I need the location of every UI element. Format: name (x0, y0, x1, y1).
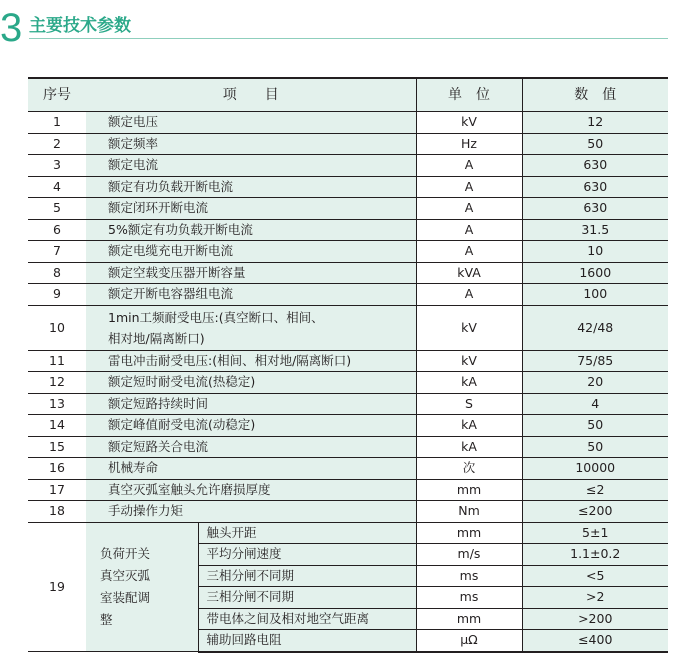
group-label-line: 室装配调 (100, 589, 151, 605)
group-label-line: 整 (100, 611, 113, 627)
table-row-group (28, 522, 668, 544)
row-item: 额定短路持续时间 (86, 393, 416, 415)
header-no: 序号 (28, 78, 86, 112)
row-no: 14 (28, 415, 86, 437)
row-item-line: 相对地/隔离断口) (108, 330, 205, 346)
row-unit: S (416, 393, 522, 415)
row-no: 16 (28, 458, 86, 480)
row-item: 额定频率 (86, 133, 416, 155)
row-value: 12 (522, 112, 668, 134)
section-number: 3 (0, 6, 23, 50)
table-row (28, 415, 668, 437)
row-no: 18 (28, 501, 86, 523)
row-item: 雷电冲击耐受电压:(相间、相对地/隔离断口) (86, 350, 416, 372)
row-no: 1 (28, 112, 86, 134)
table-row (28, 436, 668, 458)
row-value: 50 (522, 415, 668, 437)
row-value: 630 (522, 198, 668, 220)
row-item: 额定空载变压器开断容量 (86, 262, 416, 284)
row-no: 11 (28, 350, 86, 372)
subrow-item: 三相分闸不同期 (198, 587, 416, 609)
table-row (28, 501, 668, 523)
table-header-row (28, 78, 668, 112)
row-value: 20 (522, 372, 668, 394)
row-item: 额定闭环开断电流 (86, 198, 416, 220)
row-value: 50 (522, 133, 668, 155)
row-unit: kA (416, 415, 522, 437)
row-value: 1600 (522, 262, 668, 284)
row-no: 19 (28, 522, 86, 652)
row-item: 额定电流 (86, 155, 416, 177)
table-row (28, 479, 668, 501)
subrow-item: 触头开距 (198, 522, 416, 544)
subrow-value: 5±1 (522, 522, 668, 544)
row-unit: Nm (416, 501, 522, 523)
row-no: 15 (28, 436, 86, 458)
row-unit: kA (416, 372, 522, 394)
subrow-unit: m/s (416, 544, 522, 566)
row-item: 额定电缆充电开断电流 (86, 241, 416, 263)
row-value: ≤200 (522, 501, 668, 523)
table-row (28, 219, 668, 241)
row-value: 10 (522, 241, 668, 263)
subrow-unit: ms (416, 587, 522, 609)
header-value: 数 值 (522, 78, 668, 112)
row-no: 5 (28, 198, 86, 220)
subrow-item: 辅助回路电阻 (198, 630, 416, 652)
row-no: 9 (28, 284, 86, 306)
subrow-item: 平均分闸速度 (198, 544, 416, 566)
row-unit: kV (416, 350, 522, 372)
subrow-item: 带电体之间及相对地空气距离 (198, 608, 416, 630)
header-item: 项 目 (86, 78, 416, 112)
row-unit: kA (416, 436, 522, 458)
subrow-value: >200 (522, 608, 668, 630)
row-value: ≤2 (522, 479, 668, 501)
section-rule (29, 38, 668, 39)
table-row (28, 393, 668, 415)
row-no: 6 (28, 219, 86, 241)
row-unit: A (416, 241, 522, 263)
row-unit: A (416, 176, 522, 198)
row-item: 额定短时耐受电流(热稳定) (86, 372, 416, 394)
row-unit: A (416, 219, 522, 241)
table-row (28, 372, 668, 394)
table-row (28, 133, 668, 155)
row-no: 13 (28, 393, 86, 415)
row-value: 10000 (522, 458, 668, 480)
subrow-value: >2 (522, 587, 668, 609)
row-value: 50 (522, 436, 668, 458)
row-item: 额定峰值耐受电流(动稳定) (86, 415, 416, 437)
tech-params-table (28, 77, 668, 653)
table-row (28, 262, 668, 284)
row-no: 2 (28, 133, 86, 155)
row-unit: kV (416, 112, 522, 134)
row-item: 机械寿命 (86, 458, 416, 480)
row-value: 100 (522, 284, 668, 306)
table-row (28, 350, 668, 372)
subrow-value: <5 (522, 565, 668, 587)
table-row (28, 458, 668, 480)
group-label-line: 负荷开关 (100, 545, 151, 561)
row-item: 5%额定有功负载开断电流 (86, 219, 416, 241)
row-item: 额定有功负载开断电流 (86, 176, 416, 198)
row-unit: mm (416, 479, 522, 501)
row-value: 31.5 (522, 219, 668, 241)
row-item-line: 1min工频耐受电压:(真空断口、相间、 (108, 309, 324, 325)
row-no: 12 (28, 372, 86, 394)
row-unit: kVA (416, 262, 522, 284)
row-item: 额定短路关合电流 (86, 436, 416, 458)
row-item: 额定电压 (86, 112, 416, 134)
table-row (28, 112, 668, 134)
row-item: 真空灭弧室触头允许磨损厚度 (86, 479, 416, 501)
row-value: 630 (522, 176, 668, 198)
group-label-line: 真空灭弧 (100, 567, 151, 583)
table-row (28, 176, 668, 198)
subrow-item: 三相分闸不同期 (198, 565, 416, 587)
row-no: 7 (28, 241, 86, 263)
table-row (28, 241, 668, 263)
subrow-unit: ms (416, 565, 522, 587)
row-no: 4 (28, 176, 86, 198)
table-row (28, 305, 668, 350)
section-header (0, 0, 678, 60)
table-row (28, 284, 668, 306)
row-no: 10 (28, 305, 86, 350)
row-unit: kV (416, 305, 522, 350)
row-value: 75/85 (522, 350, 668, 372)
subrow-value: 1.1±0.2 (522, 544, 668, 566)
row-unit: A (416, 284, 522, 306)
row-group-label (86, 522, 198, 652)
subrow-unit: mm (416, 522, 522, 544)
row-item: 手动操作力矩 (86, 501, 416, 523)
row-item: 额定开断电容器组电流 (86, 284, 416, 306)
subrow-value: ≤400 (522, 630, 668, 652)
subrow-unit: μΩ (416, 630, 522, 652)
row-value: 630 (522, 155, 668, 177)
row-unit: A (416, 155, 522, 177)
row-unit: Hz (416, 133, 522, 155)
row-no: 17 (28, 479, 86, 501)
row-no: 8 (28, 262, 86, 284)
header-unit: 单 位 (416, 78, 522, 112)
table-row (28, 155, 668, 177)
row-no: 3 (28, 155, 86, 177)
row-unit: A (416, 198, 522, 220)
table-row (28, 198, 668, 220)
row-value: 42/48 (522, 305, 668, 350)
row-unit: 次 (416, 458, 522, 480)
row-item-multiline (86, 305, 416, 350)
row-value: 4 (522, 393, 668, 415)
section-title: 主要技术参数 (29, 16, 131, 36)
subrow-unit: mm (416, 608, 522, 630)
